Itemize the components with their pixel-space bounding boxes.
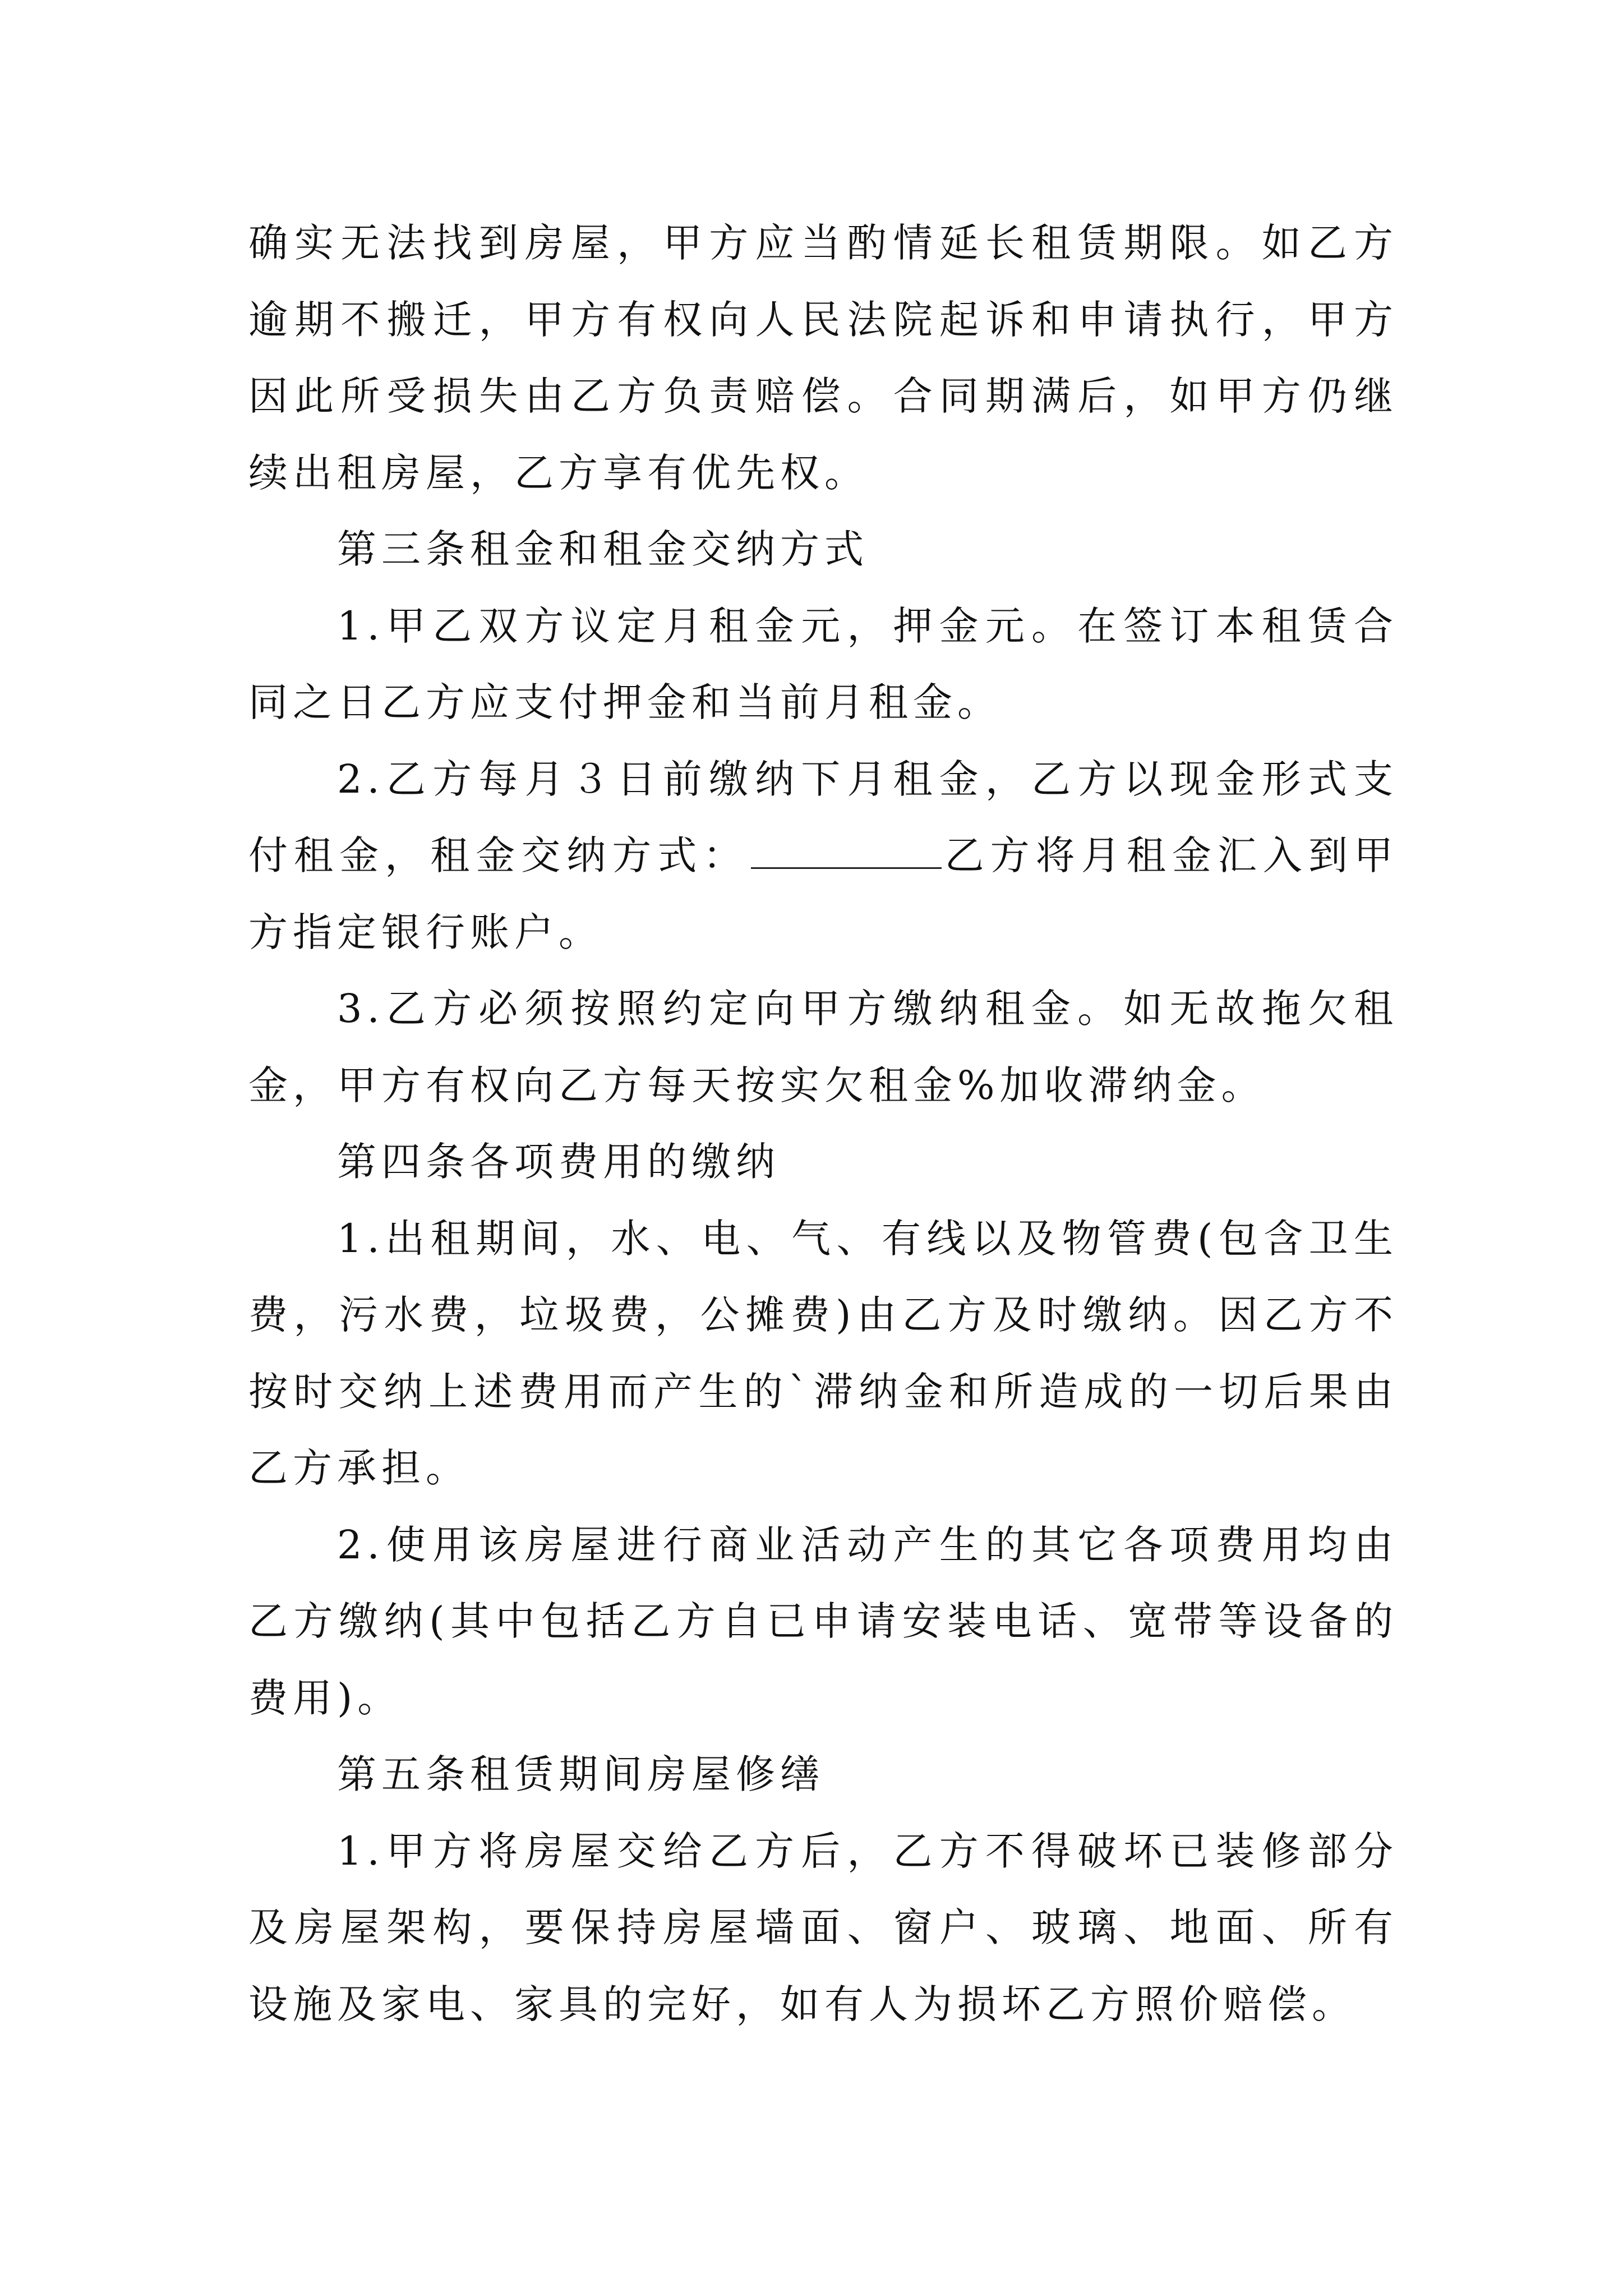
document-body <box>248 205 1398 2042</box>
paragraph-continuation: 确实无法找到房屋，甲方应当酌情延长租赁期限。如乙方逾期不搬迁，甲方有权向人民法院起诉和申请执行，甲方因此所受损失由乙方负责赔偿。合同期满后，如甲方仍继续出租房屋，乙方享有优先权。 <box>248 220 1398 496</box>
section-heading-article-5: 第五条租赁期间房屋修缮 <box>337 1751 824 1797</box>
paragraph-3-2 <box>248 741 1398 971</box>
paragraph-3-2-part-b: 乙方将月租金汇入到甲方指定银行账户。 <box>248 832 1399 955</box>
paragraph-4-2: 2.使用该房屋进行商业活动产生的其它各项费用均由乙方缴纳(其中包括乙方自已申请安装电话、宽带等设备的费用)。 <box>248 1521 1398 1721</box>
paragraph-4-1: 1.出租期间，水、电、气、有线以及物管费(包含卫生费，污水费，垃圾费，公摊费)由乙方及时缴纳。因乙方不按时交纳上述费用而产生的`滞纳金和所造成的一切后果由乙方承担。 <box>248 1215 1398 1491</box>
paragraph-5-1: 1.甲方将房屋交给乙方后，乙方不得破坏已装修部分及房屋架构，要保持房屋墙面、窗户、玻璃、地面、所有设施及家电、家具的完好，如有人为损坏乙方照价赔偿。 <box>248 1828 1398 2027</box>
paragraph-3-2-part-a: 2.乙方每月３日前缴纳下月租金，乙方以现金形式支付租金，租金交纳方式： <box>248 756 1398 878</box>
fill-in-blank-line <box>751 867 942 869</box>
paragraph-3-1: 1.甲乙双方议定月租金元，押金元。在签订本租赁合同之日乙方应支付押金和当前月租金。 <box>248 602 1398 725</box>
section-heading-article-4: 第四条各项费用的缴纳 <box>337 1139 780 1185</box>
section-heading-article-3: 第三条租金和租金交纳方式 <box>337 526 869 572</box>
paragraph-3-3: 3.乙方必须按照约定向甲方缴纳租金。如无故拖欠租金，甲方有权向乙方每天按实欠租金%加收滞纳金。 <box>248 986 1398 1108</box>
